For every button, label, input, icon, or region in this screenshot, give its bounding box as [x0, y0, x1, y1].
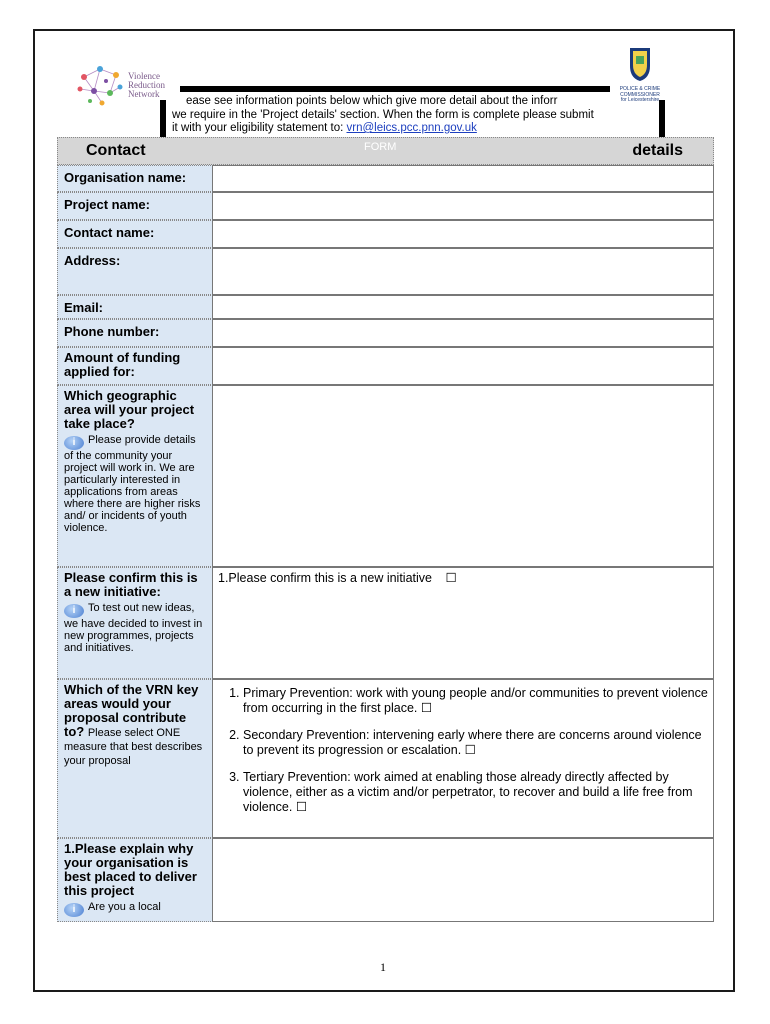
contact-field[interactable]: [212, 220, 714, 248]
geographic-field[interactable]: [212, 385, 714, 567]
label-address: Address:: [64, 253, 121, 268]
vrn-option-primary: 1. Primary Prevention: work with young people and/or communities to prevent violence from occurring in the first place. ☐: [243, 686, 708, 716]
primary-checkbox[interactable]: ☐: [420, 701, 433, 715]
label-phone: Phone number:: [64, 324, 160, 339]
help-geographic: i Please provide details of the community your project will work in. We are particularly interested in applications from areas where there are higher risks and/ or incidents of youth violence.: [64, 434, 201, 534]
crest-icon: [627, 46, 653, 82]
table-header: [57, 137, 714, 165]
row-project: [57, 192, 714, 220]
network-icon: [76, 63, 126, 107]
row-email: [57, 295, 714, 319]
header-form: FORM: [364, 141, 397, 153]
label-vrn-areas: Which of the VRN key areas would your proposal contribute to? Please select ONE measure that best describes your proposal: [64, 682, 203, 767]
new-initiative-checkbox[interactable]: ☐: [445, 571, 457, 585]
vrn-logo-text: Violence Reduction Network: [128, 71, 165, 99]
label-funding: Amount of funding applied for:: [64, 350, 181, 379]
label-geographic: Which geographic area will your project take place?: [64, 388, 195, 431]
row-geographic: [57, 385, 714, 567]
row-new-initiative: [57, 567, 714, 679]
address-field[interactable]: [212, 248, 714, 295]
banner-rule: [180, 86, 610, 92]
header-details: details: [632, 142, 683, 159]
row-explain: [57, 838, 714, 922]
row-contact: [57, 220, 714, 248]
info-icon: i: [64, 903, 84, 917]
secondary-checkbox[interactable]: ☐: [464, 743, 476, 757]
info-icon: i: [64, 604, 84, 618]
vrn-options-list: [218, 686, 708, 815]
phone-field[interactable]: [212, 319, 714, 347]
funding-field[interactable]: [212, 347, 714, 385]
email-link[interactable]: vrn@leics.pcc.pnn.gov.uk: [346, 122, 477, 134]
pcc-logo-text: POLICE & CRIME COMMISSIONER for Leicestershire: [619, 86, 661, 103]
banner-line-3: it with your eligibility statement to: vrn@leics.pcc.pnn.gov.uk: [172, 122, 477, 134]
tertiary-checkbox[interactable]: ☐: [295, 800, 308, 814]
header-contact: Contact: [86, 142, 146, 159]
label-new-initiative: Please confirm this is a new initiative:: [64, 570, 198, 599]
banner-line-1: ease see information points below which give more detail about the inforr: [186, 95, 558, 107]
row-phone: [57, 319, 714, 347]
row-vrn-areas: [57, 679, 714, 838]
row-funding: [57, 347, 714, 385]
row-address: [57, 248, 714, 295]
email-field[interactable]: [212, 295, 714, 319]
label-project: Project name:: [64, 197, 150, 212]
vrn-areas-field: [212, 679, 714, 838]
info-icon: i: [64, 436, 84, 450]
vrn-option-secondary: 2. Secondary Prevention: intervening early where there are concerns around violence to prevent its progression or escalation. ☐: [243, 728, 708, 758]
help-explain: i Are you a local: [64, 901, 206, 917]
project-field[interactable]: [212, 192, 714, 220]
label-contact: Contact name:: [64, 225, 155, 240]
new-initiative-field: [212, 567, 714, 679]
banner-line-2: we require in the 'Project details' section. When the form is complete please submit: [172, 109, 594, 121]
new-initiative-text: 1.Please confirm this is a new initiative: [218, 571, 432, 585]
label-organisation: Organisation name:: [64, 170, 187, 185]
vrn-option-tertiary: 3. Tertiary Prevention: work aimed at enabling those already directly affected by violence, either as a victim and/or perpetrator, to recover and build a life free from violence. ☐: [243, 770, 708, 815]
label-explain: 1.Please explain why your organisation is best placed to deliver this project: [64, 841, 197, 898]
organisation-field[interactable]: [212, 165, 714, 192]
label-email: Email:: [64, 300, 104, 315]
explain-field[interactable]: [212, 838, 714, 922]
help-new-initiative: i To test out new ideas, we have decided to invest in new programmes, projects and initiatives.: [64, 602, 203, 654]
row-organisation: [57, 165, 714, 192]
page-number: 1: [380, 960, 386, 974]
